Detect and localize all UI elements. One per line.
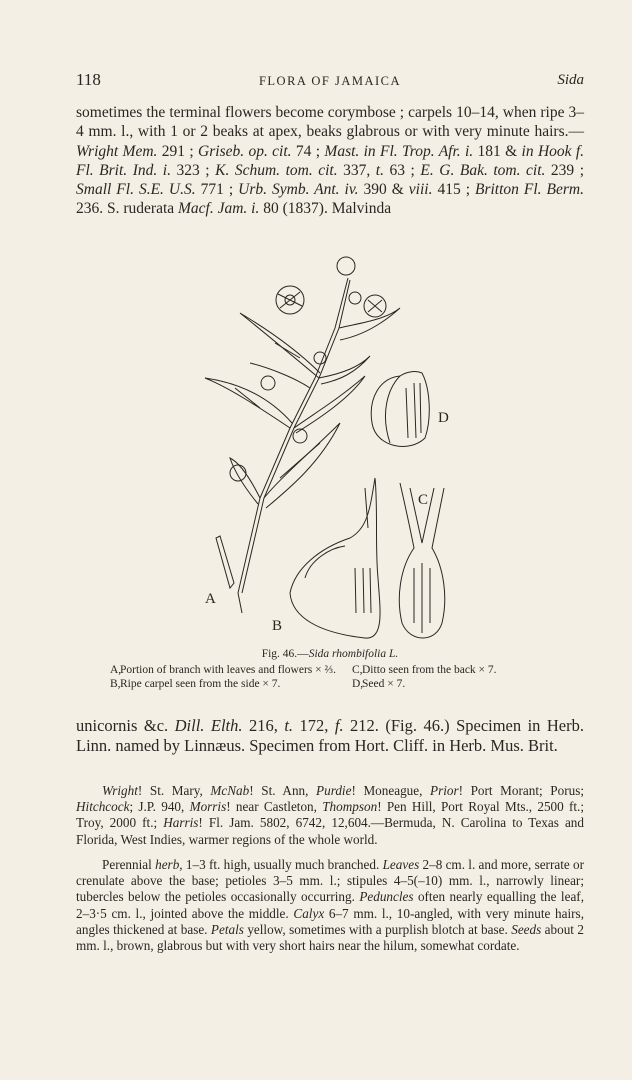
- label-c: C: [418, 492, 429, 508]
- localities-paragraph: Wright! St. Mary, McNab! St. Ann, Purdie! Moneague, Prior! Port Morant; Porus; Hitchcock; J.P. 940, Morris! near Castleton, Thompson! Pen Hill, Port Royal Mts., 2500 ft.; Troy, 2000 ft.; Harris! Fl. Jam. 5802, 6742, 12,604.—Bermuda, N. Carolina to Texas and Florida, West Indies, warmer regions of the whole world.: [76, 783, 584, 847]
- figure-caption: [76, 648, 584, 660]
- legend-item-b: B, Ripe carpel seen from the side × 7.: [110, 677, 281, 690]
- caption-prefix: Fig. 46.—: [261, 648, 309, 660]
- running-title: FLORA OF JAMAICA: [258, 74, 402, 88]
- genus-heading: Sida: [557, 72, 584, 88]
- botanical-illustration: [200, 248, 480, 643]
- branch-drawing: [205, 257, 400, 613]
- label-a: A: [205, 591, 216, 607]
- carpel-side-drawing: [290, 478, 380, 638]
- page-number: 118: [76, 70, 101, 89]
- running-header: [76, 70, 584, 94]
- synonymy-paragraph: sometimes the terminal flowers become corymbose ; carpels 10–14, when ripe 3–4 mm. l., with 1 or 2 beaks at apex, beaks glabrous or with very minute hairs.—Wright Mem. 291 ; Griseb. op. cit. 74 ; Mast. in Fl. Trop. Afr. i. 181 & in Hook f. Fl. Brit. Ind. i. 323 ; K. Schum. tom. cit. 337, t. 63 ; E. G. Bak. tom. cit. 239 ; Small Fl. S.E. U.S. 771 ; Urb. Symb. Ant. iv. 390 & viii. 415 ; Britton Fl. Berm. 236. S. ruderata Macf. Jam. i. 80 (1837). Malvinda: [76, 104, 585, 218]
- legend-item-c: C, Ditto seen from the back × 7.: [352, 664, 497, 676]
- legend-item-d: D, Seed × 7.: [352, 677, 406, 690]
- label-b: B: [272, 618, 283, 634]
- seed-drawing: [371, 372, 429, 447]
- label-d: D: [438, 410, 449, 426]
- synonymy-continuation: unicornis &c. Dill. Elth. 216, t. 172, f. 212. (Fig. 46.) Specimen in Herb. Linn. named by Linnæus. Specimen from Hort. Cliff. in Herb. Mus. Brit.: [76, 716, 585, 755]
- caption-species: Sida rhombifolia L.: [308, 648, 399, 660]
- description-paragraph: Perennial herb, 1–3 ft. high, usually much branched. Leaves 2–8 cm. l. and more, serrate or crenulate above the base; petioles 3–5 mm. l.; stipules 4–5(–10) mm. l., narrowly linear; tubercles below the petioles occasionally occurring. Peduncles often nearly equalling the leaf, 2–3·5 cm. l., jointed above the middle. Calyx 6–7 mm. l., 10-angled, with very minute hairs, angles thickened at base. Petals yellow, sometimes with a purplish blotch at base. Seeds about 2 mm. l., brown, glabrous but with very short hairs near the hilum, somewhat cordate.: [76, 857, 584, 954]
- legend-item-a: A, Portion of branch with leaves and flowers × ⅔.: [110, 664, 336, 676]
